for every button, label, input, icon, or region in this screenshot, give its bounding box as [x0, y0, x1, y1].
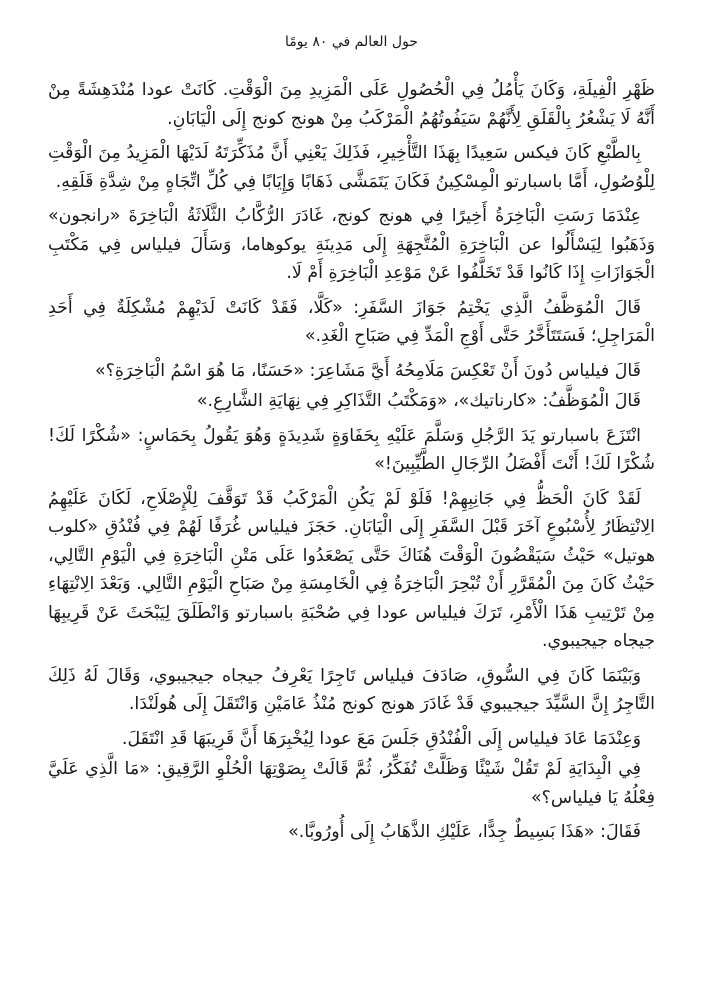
paragraph: قَالَ الْمُوَظَّفُ: «كارناتيك»، «وَمَكْتَبُ التَّذَاكِرِ فِي نِهَايَةِ الشَّارِعِ.» [196, 391, 641, 411]
running-header: حول العالم في ٨٠ يومًا [285, 34, 418, 50]
paragraph: وَعِنْدَمَا عَادَ فيلياس إِلَى الْفُنْدُقِ جَلَسَ مَعَ عودا لِيُخْبِرَهَا أَنَّ قَرِيبَهَا قَدِ انْتَقَلَ. [121, 728, 641, 749]
paragraph: قَالَ فيلياس دُونَ أَنْ تَعْكِسَ مَلَامِحُهُ أَيَّ مَشَاعِرَ: «حَسَنًا، مَا هُوَ اسْمُ الْبَاخِرَةِ؟» [95, 360, 641, 381]
paragraph: فَقَالَ: «هَذَا بَسِيطٌ جِدًّا، عَلَيْكِ الذَّهَابُ إِلَى أُورُوبَّا.» [288, 822, 641, 842]
paragraph: قَالَ الْمُوَظَّفُ الَّذِي يَخْتِمُ جَوَازَ السَّفَرِ: «كَلَّا، فَقَدْ كَانَتْ لَدَيْهِمْ مُشْكِلَةٌ فِي أَحَدِ الْمَرَاجِلِ؛ فَسَتَتَأَخَّرُ حَتَّى أَوْجِ الْمَدِّ فِي صَبَاحِ الْغَدِ.» [48, 297, 655, 346]
paragraph: لَقَدْ كَانَ الْحَظُّ فِي جَانِبِهِمْ! فَلَوْ لَمْ يَكُنِ الْمَرْكَبُ قَدْ تَوَقَّفَ لِلْإِصْلَاحِ، لَكَانَ عَلَيْهِمُ الِانْتِظَارُ لِأُسْبُوعٍ آخَرَ قَبْلَ السَّفَرِ إِلَى الْيَابَانِ. حَجَزَ فيلياس غُرَفًا لَهُمْ فِي فُنْدُقِ «كلوب هوتيل» حَيْثُ سَيَقْضُونَ الْوَقْتَ هُنَاكَ حَتَّى يَصْعَدُوا عَلَى مَتْنِ الْبَاخِرَةِ فِي الْيَوْمِ التَّالِي، حَيْثُ كَانَ مِنَ الْمُقَرَّرِ أَنْ تُبْحِرَ الْبَاخِرَةُ فِي الْخَامِسَةِ مِنْ صَبَاحِ الْيَوْمِ التَّالِي. وَبَعْدَ الِانْتِهَاءِ مِنْ تَرْتِيبِ هَذَا الْأَمْرِ، تَرَكَ فيلياس عودا فِي صُحْبَةِ باسبارتو وَانْطَلَقَ لِيَبْحَثَ عَنْ قَرِيبِهَا جيجاه جيجيبوي. [48, 488, 655, 651]
paragraph: انْتَزَعَ باسبارتو يَدَ الرَّجُلِ وَسَلَّمَ عَلَيْهِ بِحَفَاوَةٍ شَدِيدَةٍ وَهُوَ يَقُولُ بِحَمَاسٍ: «شُكْرًا لَكَ! شُكْرًا لَكَ! أَنْتَ أَفْضَلُ الرِّجَالِ الطَّيِّبِينَ!» [48, 425, 655, 474]
paragraph: عِنْدَمَا رَسَتِ الْبَاخِرَةُ أَخِيرًا فِي هونج كونج، غَادَرَ الرُّكَّابُ الثَّلَاثَةُ الْبَاخِرَةَ «رانجون» وَذَهَبُوا لِيَسْأَلُوا عن الْبَاخِرَةِ الْمُتَّجِهَةِ إِلَى مَدِينَةِ يوكوهاما، وَسَأَلَ فيلياس فِي مَكْتَبِ الْجَوَازَاتِ إِذَا كَانُوا قَدْ تَخَلَّفُوا عَنْ مَوْعِدِ الْبَاخِرَةِ أَمْ لَا. [48, 206, 655, 283]
paragraph: وَبَيْنَمَا كَانَ فِي السُّوقِ، صَادَفَ فيلياس تَاجِرًا يَعْرِفُ جيجاه جيجيبوي، وَقَالَ لَهُ ذَلِكَ التَّاجِرُ إِنَّ السَّيِّدَ جيجيبوي قَدْ غَادَرَ هونج كونج مُنْذُ عَامَيْنِ وَانْتَقَلَ إِلَى هُولَنْدَا. [48, 665, 655, 714]
paragraph: ظَهْرِ الْفِيلَةِ، وَكَانَ يَأْمُلُ فِي الْحُصُولِ عَلَى الْمَزِيدِ مِنَ الْوَقْتِ. كَانَتْ عودا مُنْدَهِشَةً مِنْ أَنَّهُ لَا يَشْعُرُ بِالْقَلَقِ لِأَنَّهُمْ سَيَفُوتُهُمُ الْمَرْكَبُ مِنْ هونج كونج إِلَى الْيَابَانِ. [48, 80, 655, 129]
paragraph: بِالطَّبْعِ كَانَ فيكس سَعِيدًا بِهَذَا التَّأْخِيرِ، فَذَلِكَ يَعْنِي أَنَّ مُذَكِّرَتَهُ لَدَيْهَا الْمَزِيدُ مِنَ الْوَقْتِ لِلْوُصُولِ، أَمَّا باسبارتو الْمِسْكِينُ فَكَانَ يَتَمَشَّى ذَهَابًا وَإِيَابًا فِي كُلِّ اتِّجَاهٍ مِنْ شِدَّةِ قَلَقِهِ. [48, 143, 655, 192]
paragraph: فِي الْبِدَايَةِ لَمْ تَقُلْ شَيْئًا وَظَلَّتْ تُفَكِّرُ، ثُمَّ قَالَتْ بِصَوْتِهَا الْحُلْوِ الرَّقِيقِ: «مَا الَّذِي عَلَيَّ فِعْلُهُ يَا فيلياس؟» [48, 759, 655, 808]
body-text [48, 76, 655, 847]
